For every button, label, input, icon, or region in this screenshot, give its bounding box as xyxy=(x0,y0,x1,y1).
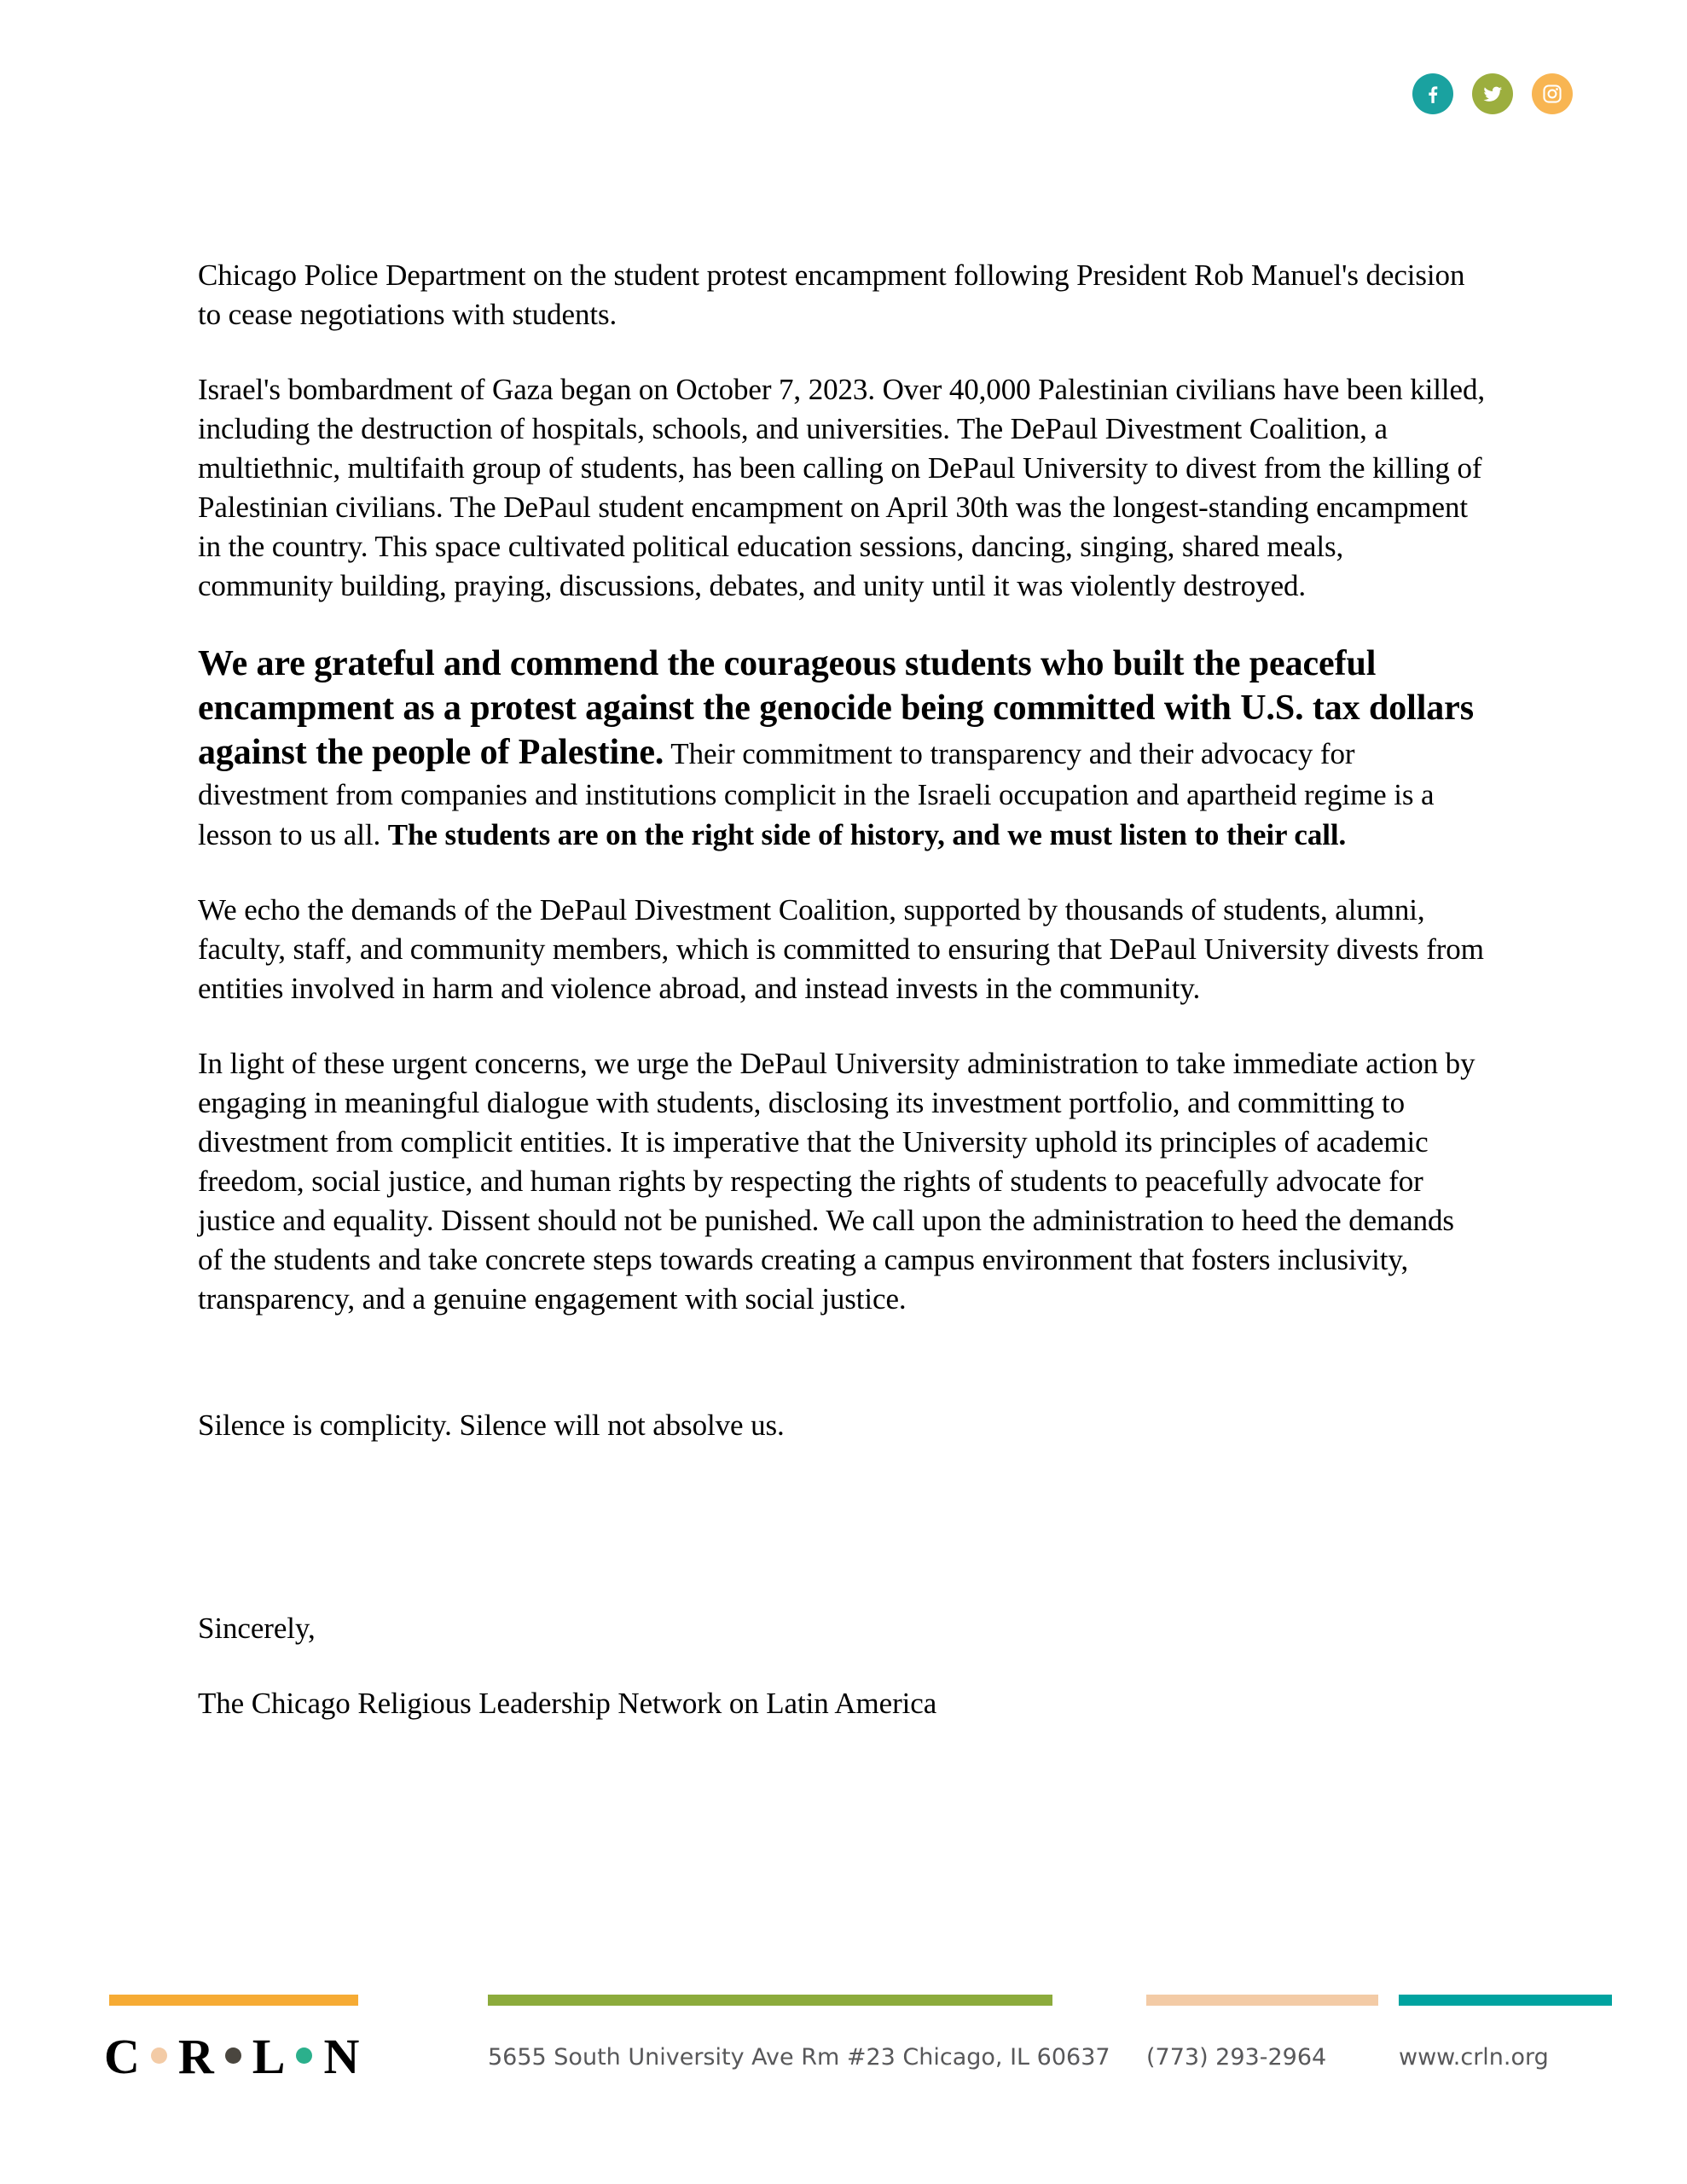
logo-dot-teal xyxy=(296,2048,312,2064)
instagram-icon[interactable] xyxy=(1532,73,1573,114)
footer-color-bars xyxy=(0,1995,1687,2007)
social-links xyxy=(1412,73,1573,114)
footer-bar-orange xyxy=(109,1995,358,2006)
signature-line: The Chicago Religious Leadership Network on Latin America xyxy=(198,1687,937,1720)
logo-dot-gray xyxy=(225,2048,241,2064)
closing-line: Sincerely, xyxy=(198,1612,316,1645)
footer-website[interactable]: www.crln.org xyxy=(1399,2044,1549,2071)
paragraph-1: Chicago Police Department on the student protest encampment following President Rob Manuel's decision to cease negotiations with students. xyxy=(198,258,1465,331)
letter-body xyxy=(198,256,1486,1759)
paragraph-2: Israel's bombardment of Gaza began on October 7, 2023. Over 40,000 Palestinian civilians have been killed, including the destruction of hospitals, schools, and universities. The DePaul Divestment Coalition, a multiethnic, multifaith group of students, has been calling on DePaul University to divest from the killing of Palestinian civilians. The DePaul student encampment on April 30th was the longest-standing encampment in the country. This space cultivated political education sessions, dancing, singing, shared meals, community building, praying, discussions, debates, and unity until it was violently destroyed. xyxy=(198,373,1486,602)
facebook-icon[interactable] xyxy=(1412,73,1453,114)
logo-letter-c: C xyxy=(104,2029,140,2084)
spacer xyxy=(198,1481,1486,1609)
crln-logo xyxy=(104,2029,360,2084)
spacer xyxy=(198,1355,1486,1406)
footer-bar-olive xyxy=(488,1995,1052,2006)
footer-bar-peach xyxy=(1146,1995,1378,2006)
footer-address: 5655 South University Ave Rm #23 Chicago, IL 60637 xyxy=(488,2044,1110,2071)
logo-letter-n: N xyxy=(323,2029,360,2084)
paragraph-3-body: Their commitment to transparency and their advocacy for divestment from companies and institutions complicit in the Israeli occupation and apartheid regime is a lesson to us all. xyxy=(198,737,1435,851)
logo-letter-r: R xyxy=(177,2029,214,2084)
footer-phone: (773) 293-2964 xyxy=(1146,2044,1327,2071)
footer xyxy=(0,1978,1687,2140)
paragraph-5: In light of these urgent concerns, we urge the DePaul University administration to take immediate action by engaging in meaningful dialogue with students, disclosing its investment portfolio, and committing to divestment from complicit entities. It is imperative that the University uphold its principles of academic freedom, social justice, and human rights by respecting the rights of students to peacefully advocate for justice and equality. Dissent should not be punished. We call upon the administration to heed the demands of the students and take concrete steps towards creating a campus environment that fosters inclusivity, transparency, and a genuine engagement with social justice. xyxy=(198,1047,1475,1316)
logo-letter-l: L xyxy=(252,2029,286,2084)
paragraph-3 xyxy=(198,642,1486,855)
twitter-icon[interactable] xyxy=(1472,73,1513,114)
logo-dot-peach xyxy=(151,2048,167,2064)
paragraph-3-bold-lead: We are grateful and commend the courageous students who built the peaceful encampment as a protest against the genocide being committed with U.S. tax dollars against the people of Palestine. xyxy=(198,644,1474,772)
paragraph-4: We echo the demands of the DePaul Divestment Coalition, supported by thousands of students, alumni, faculty, staff, and community members, which is committed to ensuring that DePaul University divests from entities involved in harm and violence abroad, and instead invests in the community. xyxy=(198,893,1484,1005)
footer-bar-teal xyxy=(1399,1995,1612,2006)
footer-content xyxy=(0,2027,1687,2129)
paragraph-6: Silence is complicity. Silence will not absolve us. xyxy=(198,1409,785,1442)
paragraph-3-bold-tail: The students are on the right side of history, and we must listen to their call. xyxy=(387,818,1347,851)
